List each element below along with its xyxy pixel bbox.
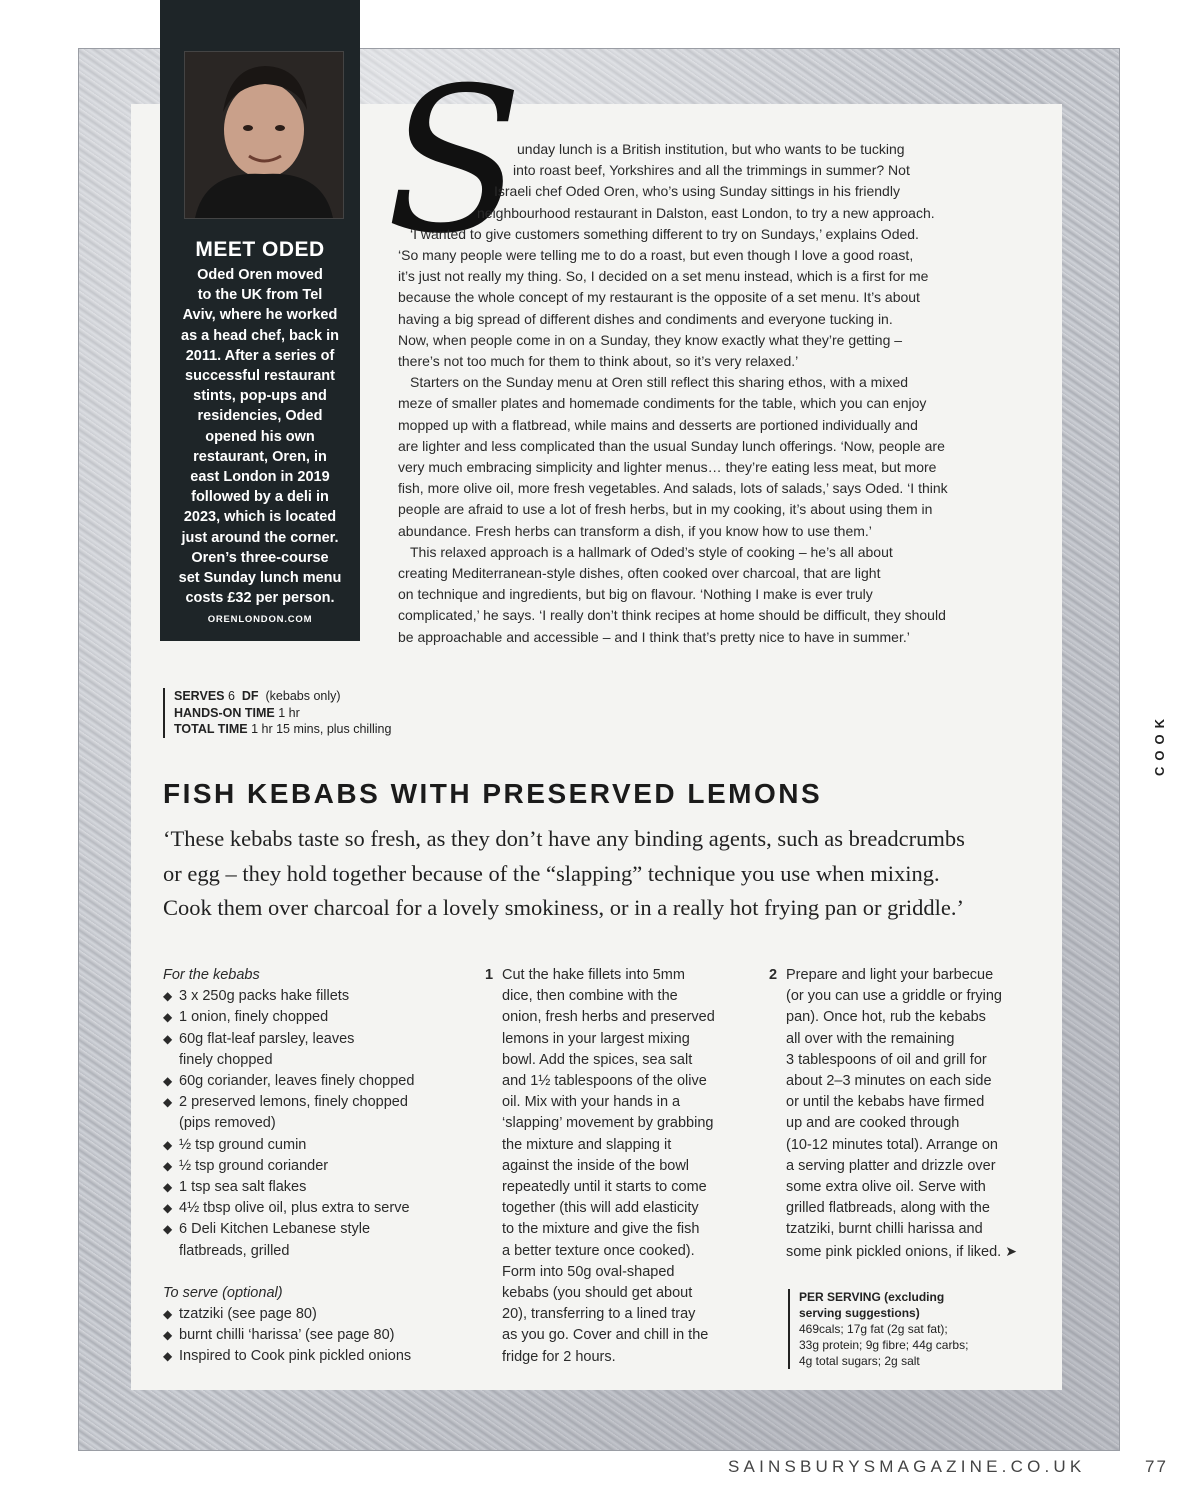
sidebar-line: successful restaurant: [185, 368, 335, 385]
intro-line: neighbourhood restaurant in Dalston, east London, to try a new approach.: [477, 204, 935, 221]
intro-line: mopped up with a flatbread, while mains and desserts are portioned individually and: [398, 416, 918, 433]
intro-line: because the whole concept of my restaurant is the opposite of a set menu. It’s about: [398, 289, 920, 306]
serve-heading: To serve (optional): [163, 1284, 283, 1301]
intro-line: unday lunch is a British institution, but who wants to be tucking: [517, 141, 905, 157]
method-step-2: [769, 965, 1049, 1263]
chef-profile-sidebar: [160, 0, 360, 641]
ingredient-list: [163, 986, 463, 1262]
intro-line: Israeli chef Oded Oren, who’s using Sunday sittings in his friendly: [494, 183, 900, 200]
nutrition-line: 4g total sugars; 2g salt: [799, 1354, 920, 1368]
intro-line: into roast beef, Yorkshires and all the trimmings in summer? Not: [513, 162, 910, 179]
nutrition-info: [788, 1289, 1059, 1369]
quote-line: ‘These kebabs taste so fresh, as they don’t have any binding agents, such as breadcrumbs: [163, 826, 965, 851]
total-time-label: TOTAL TIME: [174, 722, 248, 736]
page-number: 77: [1145, 1457, 1168, 1476]
chef-portrait-image: [185, 52, 343, 218]
total-time-row: [174, 721, 391, 738]
ingredient-item: ◆ 1 tsp sea salt flakes: [163, 1177, 463, 1198]
serve-item: ◆ burnt chilli ‘harissa’ (see page 80): [163, 1325, 463, 1346]
sidebar-line: set Sunday lunch menu: [178, 570, 342, 587]
sidebar-line: 2011. After a series of: [185, 347, 335, 364]
sidebar-line: to the UK from Tel: [197, 287, 323, 304]
ingredient-item: ◆ 3 x 250g packs hake fillets: [163, 986, 463, 1007]
sidebar-line: Aviv, where he worked: [182, 307, 338, 324]
sidebar-line: east London in 2019: [190, 469, 330, 486]
sidebar-title: MEET ODED: [195, 238, 325, 261]
diamond-bullet-icon: ◆: [163, 1180, 173, 1195]
drop-cap: S: [386, 45, 524, 278]
intro-paragraph: [398, 372, 998, 542]
sidebar-line: Oren’s three-course: [191, 549, 329, 566]
intro-line: it’s just not really my thing. So, I decided on a set menu instead, which is a first for me: [398, 268, 929, 285]
sidebar-line: Oded Oren moved: [197, 267, 323, 283]
intro-article: [398, 139, 998, 648]
total-time-value: 1 hr 15 mins, plus chilling: [251, 722, 392, 736]
intro-line: there’s not too much for them to think about, so it’s very relaxed.’: [398, 353, 799, 370]
ingredients-column: [163, 965, 463, 1368]
intro-line: ‘I wanted to give customers something different to try on Sundays,’ explains Oded.: [410, 225, 919, 242]
sidebar-line: 2023, which is located: [183, 509, 337, 526]
intro-line: meze of smaller plates and homemade condiments for the table, which you can enjoy: [398, 395, 927, 412]
serves-row: [174, 688, 391, 705]
sidebar-line: just around the corner.: [181, 529, 339, 546]
diamond-bullet-icon: ◆: [163, 1074, 173, 1089]
intro-line: complicated,’ he says. ‘I really don’t think recipes at home should be difficult, they should: [398, 607, 946, 624]
ingredient-item: ◆ 60g coriander, leaves finely chopped: [163, 1071, 463, 1092]
intro-line: Starters on the Sunday menu at Oren still reflect this sharing ethos, with a mixed: [410, 374, 909, 391]
hands-on-row: [174, 705, 391, 722]
ingredient-item: ◆ 2 preserved lemons, finely chopped (pips removed): [163, 1094, 408, 1132]
nutrition-heading: serving suggestions): [799, 1306, 920, 1320]
intro-line: This relaxed approach is a hallmark of Oded’s style of cooking – he’s all about: [410, 543, 893, 560]
step: 1 Cut the hake fillets into 5mm dice, then combine with the onion, fresh herbs and preserved lemons in your largest mixing bowl. Add the spices, sea salt and 1½ tablespoons of the olive oil. Mix with your hands in a ‘slapping’ movement by grabbing the mixture and slapping it against the inside of the bowl repeatedly until it starts to come together (this will add elasticity to the mixture and give the fish a better texture once cooked). Form into 50g oval-shaped kebabs (you should get about 20), transferring to a lined tray as you go. Cover and chill in the fridge for 2 hours.: [485, 967, 715, 1365]
website-link[interactable]: ORENLONDON.COM: [207, 614, 313, 625]
ingredient-item: ◆ 6 Deli Kitchen Lebanese style flatbreads, grilled: [163, 1221, 371, 1259]
step-number: 1: [485, 967, 494, 983]
quote-line: Cook them over charcoal for a lovely smokiness, or in a really hot frying pan or griddle.’: [163, 895, 965, 920]
step-number: 2: [769, 967, 778, 983]
diamond-bullet-icon: ◆: [163, 1201, 173, 1216]
sidebar-line: stints, pop-ups and: [193, 388, 327, 405]
quote-line: or egg – they hold together because of the “slapping” technique you use when mixing.: [163, 860, 940, 886]
step: 2 Prepare and light your barbecue (or you can use a griddle or frying pan). Once hot, rub the kebabs all over with the remaining 3 tablespoons of oil and grill for about 2–3 minutes on each side or until the kebabs have firmed up and are cooked through (10-12 minutes total). Arrange on a serving platter and drizzle over some extra olive oil. Serve with grilled flatbreads, along with the tzatziki, burnt chilli harissa and some pink pickled onions, if liked. ➤: [769, 967, 1017, 1260]
intro-line: having a big spread of different dishes and condiments and everyone tucking in.: [398, 310, 893, 327]
hands-on-value: 1 hr: [278, 705, 300, 720]
continue-arrow-icon: ➤: [1005, 1242, 1017, 1259]
serve-item: ◆ Inspired to Cook pink pickled onions: [163, 1346, 463, 1367]
intro-line: be approachable and accessible – and I think that’s pretty nice to have in summer.’: [398, 628, 910, 645]
chef-photo: [184, 51, 344, 219]
sidebar-line: followed by a deli in: [191, 489, 329, 506]
ingredient-item: ◆ ½ tsp ground coriander: [163, 1156, 463, 1177]
intro-line: people are afraid to use a lot of fresh herbs, but in my cooking, it’s about using them in: [398, 501, 933, 518]
diamond-bullet-icon: ◆: [163, 1010, 173, 1025]
intro-paragraph: [398, 139, 998, 224]
intro-line: creating Mediterranean-style dishes, often cooked over charcoal, that are light: [398, 565, 881, 582]
diamond-bullet-icon: ◆: [163, 1158, 173, 1173]
diamond-bullet-icon: ◆: [163, 1095, 173, 1110]
diamond-bullet-icon: ◆: [163, 1349, 173, 1364]
footer-website[interactable]: SAINSBURYSMAGAZINE.CO.UK: [728, 1457, 1086, 1476]
ingredient-item: ◆ ½ tsp ground cumin: [163, 1135, 463, 1156]
serves-value: 6: [227, 689, 235, 703]
intro-line: are lighter and less complicated than the usual Sunday lunch offerings. ‘Now, people are: [398, 437, 945, 454]
intro-line: very much embracing simplicity and lighter menus… they’re eating less meat, but more: [398, 459, 937, 476]
nutrition-line: 33g protein; 9g fibre; 44g carbs;: [799, 1338, 969, 1352]
sidebar-body: [174, 265, 346, 608]
sidebar-line: opened his own: [205, 428, 315, 445]
intro-paragraph: [398, 542, 998, 648]
nutrition-line: 469cals; 17g fat (2g sat fat);: [799, 1322, 948, 1336]
sidebar-line: costs £32 per person.: [185, 590, 335, 607]
serves-label: SERVES: [174, 689, 225, 703]
ingredient-item: ◆ 60g flat-leaf parsley, leaves finely chopped: [163, 1030, 355, 1068]
intro-line: ‘So many people were telling me to do a roast, but even though I love a good roast,: [398, 247, 914, 264]
serve-item: ◆ tzatziki (see page 80): [163, 1304, 463, 1325]
recipe-meta: [163, 688, 391, 738]
recipe-title: FISH KEBABS WITH PRESERVED LEMONS: [163, 778, 823, 809]
intro-line: abundance. Fresh herbs can transform a dish, if you know how to use them.’: [398, 522, 872, 539]
nutrition-heading: PER SERVING (excluding: [799, 1290, 945, 1304]
diamond-bullet-icon: ◆: [163, 1328, 173, 1343]
section-tab: COOK: [1152, 713, 1167, 776]
diamond-bullet-icon: ◆: [163, 1307, 173, 1322]
intro-paragraph: [398, 224, 998, 372]
serve-list: [163, 1304, 463, 1368]
method-step-1: [485, 965, 750, 1368]
df-label: DF: [241, 689, 259, 703]
sidebar-line: restaurant, Oren, in: [193, 448, 327, 465]
recipe-quote: [163, 822, 1043, 926]
sidebar-line: as a head chef, back in: [181, 327, 339, 344]
hands-on-label: HANDS-ON TIME: [174, 705, 275, 720]
diamond-bullet-icon: ◆: [163, 989, 173, 1004]
diamond-bullet-icon: ◆: [163, 1222, 173, 1237]
kebabs-heading: For the kebabs: [163, 967, 260, 983]
diamond-bullet-icon: ◆: [163, 1031, 173, 1046]
ingredient-item: ◆ 4½ tbsp olive oil, plus extra to serve: [163, 1198, 463, 1219]
intro-line: Now, when people come in on a Sunday, they know exactly what they’re getting –: [398, 331, 903, 348]
ingredient-item: ◆ 1 onion, finely chopped: [163, 1007, 463, 1028]
diamond-bullet-icon: ◆: [163, 1137, 173, 1152]
intro-line: on technique and ingredients, but big on flavour. ‘Nothing I make is ever truly: [398, 586, 873, 603]
sidebar-line: residencies, Oded: [197, 408, 323, 425]
intro-line: fish, more olive oil, more fresh vegetables. And salads, lots of salads,’ says Oded. ‘I think: [398, 480, 948, 497]
df-note: (kebabs only): [265, 689, 341, 703]
